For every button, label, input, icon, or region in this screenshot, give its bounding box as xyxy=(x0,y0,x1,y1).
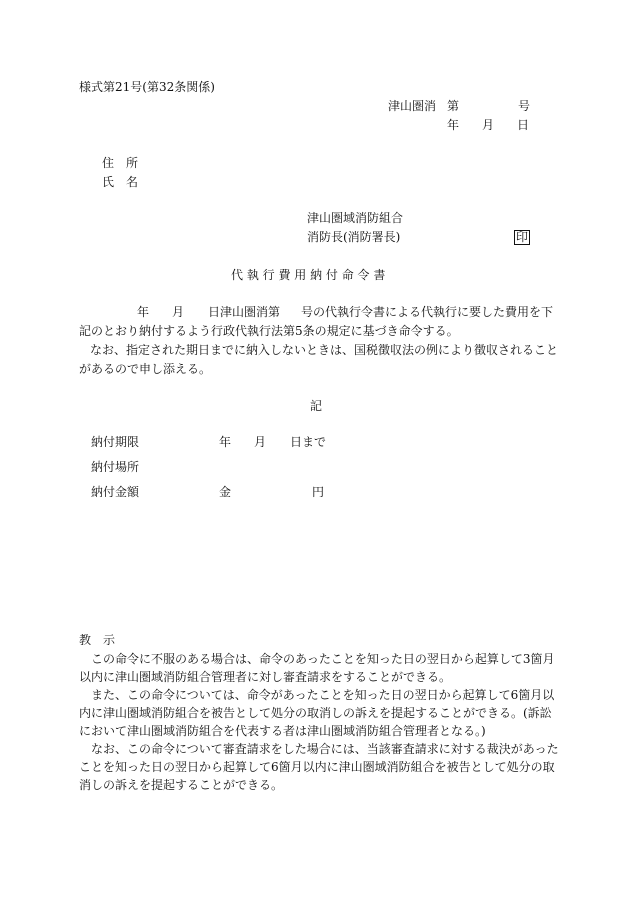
body-line2: 記のとおり納付するよう行政代執行法第5条の規定に基づき命令する。 xyxy=(79,324,459,338)
address-label: 住 所 xyxy=(102,156,139,170)
body-month: 月 xyxy=(172,305,185,319)
seal-mark xyxy=(514,230,530,245)
instruction-line: この命令に不服のある場合は、命令のあったことを知った日の翌日から起算して3箇月 xyxy=(91,652,555,666)
issuer-title: 消防長(消防署長) xyxy=(307,230,401,244)
instruction-heading: 教 示 xyxy=(79,633,116,647)
doc-number-go: 号 xyxy=(518,99,531,113)
date-day: 日 xyxy=(517,118,530,132)
date-month: 月 xyxy=(482,118,495,132)
seal-text: 印 xyxy=(516,230,529,244)
body-line3: なお、指定された期日までに納入しないときは、国税徴収法の例により徴収されること xyxy=(90,343,559,357)
instruction-line: 消しの訴えを提起することができる。 xyxy=(79,778,284,792)
instruction-line: また、この命令については、命令があったことを知った日の翌日から起算して6箇月以 xyxy=(91,688,555,702)
doc-number-dai: 第 xyxy=(447,99,460,113)
name-label: 氏 名 xyxy=(102,175,139,189)
deadline-year: 年 xyxy=(219,435,232,449)
instruction-line: なお、この命令について審査請求をした場合には、当該審査請求に対する裁決があった xyxy=(91,742,559,756)
body-day-prefix: 日津山圏消第 xyxy=(208,305,281,319)
document-title: 代 執 行 費 用 納 付 命 令 書 xyxy=(231,268,386,282)
form-number: 様式第21号(第32条関係) xyxy=(79,80,215,94)
body-year: 年 xyxy=(137,305,150,319)
instruction-line: において津山圏域消防組合を代表する者は津山圏域消防組合管理者となる。) xyxy=(79,724,486,738)
issuer-organization: 津山圏域消防組合 xyxy=(307,211,404,225)
body-line4: があるので申し添える。 xyxy=(79,362,212,376)
deadline-label: 納付期限 xyxy=(91,435,140,449)
instruction-line: 以内に津山圏域消防組合管理者に対し審査請求をすることができる。 xyxy=(79,670,452,684)
amount-yen: 円 xyxy=(312,485,325,499)
instruction-line: ことを知った日の翌日から起算して6箇月以内に津山圏域消防組合を被告として処分の取 xyxy=(79,760,555,774)
deadline-day: 日まで xyxy=(290,435,327,449)
place-label: 納付場所 xyxy=(91,460,140,474)
instruction-line: 内に津山圏域消防組合を被告として処分の取消しの訴えを提起することができる。(訴訟 xyxy=(79,706,552,720)
doc-number-prefix: 津山圏消 xyxy=(388,99,437,113)
ki-mark: 記 xyxy=(310,399,323,413)
body-line1-rest: 号の代執行令書による代執行に要した費用を下 xyxy=(301,305,554,319)
date-year: 年 xyxy=(447,118,460,132)
deadline-month: 月 xyxy=(254,435,267,449)
amount-kin: 金 xyxy=(219,485,232,499)
amount-label: 納付金額 xyxy=(91,485,140,499)
